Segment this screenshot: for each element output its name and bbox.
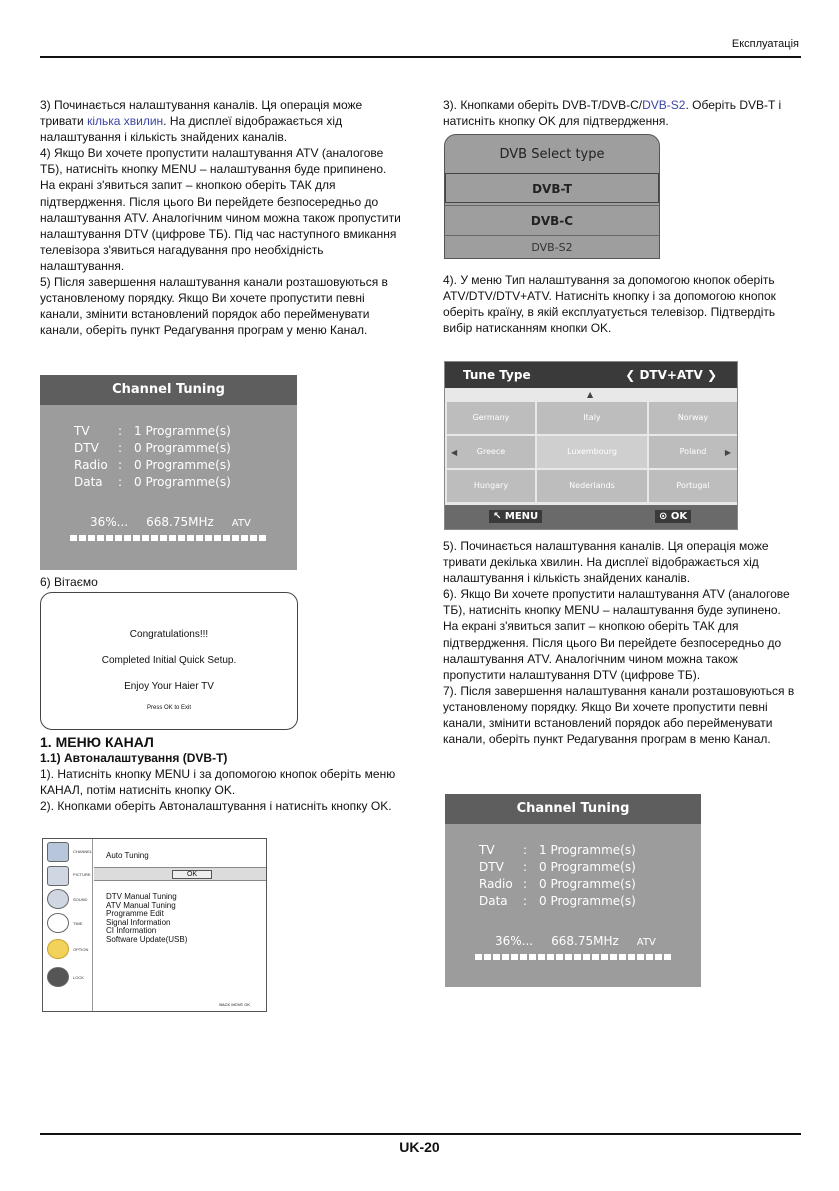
menu-item[interactable]: CI Information (106, 926, 157, 936)
country-cell[interactable]: Germany (447, 402, 535, 434)
country-cell[interactable]: Poland (649, 436, 737, 468)
right-paragraph-3: 3). Кнопками оберіть DVB-T/DVB-C/DVB-S2. Оберіть DVB-T і натисніть кнопку OK для підтвердження. (443, 98, 782, 129)
channel-icon (47, 842, 69, 862)
left-column-bottom (40, 734, 402, 814)
channel-tuning-title: Channel Tuning (40, 375, 297, 405)
right-paragraph-7: 7). Після завершення налаштування канали розташовуються в установленому порядку. Якщо Ви хочете пропустити певні канали, змінити встановлений порядок або перейменувати канали, оберіть пункт Редагування програм в меню Канал. (443, 683, 795, 747)
menu-sidebar (43, 839, 93, 1011)
congrats-line-4: Press OK to Exit (146, 705, 191, 711)
tuning-row-dtv: DTV : 0 Programme(s) (74, 441, 231, 455)
sidebar-label-time: TIME (73, 921, 83, 926)
congrats-line-2: Completed Initial Quick Setup. (101, 655, 237, 666)
tune-type-selector[interactable]: ❮ DTV+ATV ❯ (625, 368, 717, 382)
menu-item[interactable]: Programme Edit (106, 909, 164, 919)
right-paragraph-6: 6). Якщо Ви хочете пропустити налаштування ATV (аналогове ТБ), натисніть кнопку MENU – налаштування буде зупинено. На екрані з'явиться запит – кнопкою оберіть ТАК для підтвердження. Після цього Ви перейдете безпосередньо до налаштування ATV. Аналогічним чином можна також пропустити налаштування DTV (цифрове ТБ). (443, 587, 790, 682)
auto-tuning-menu (42, 838, 267, 1012)
sidebar-label-channel: CHANNEL (73, 849, 93, 854)
tuning-row-radio: Radio : 0 Programme(s) (479, 877, 636, 891)
auto-tuning-row (94, 867, 266, 881)
right-column-bottom (443, 538, 799, 747)
subsection-heading: 1.1) Автоналаштування (DVB-T) (40, 751, 228, 766)
tune-type-footer (445, 505, 737, 529)
auto-tuning-title: Auto Tuning (106, 851, 149, 860)
channel-tuning-title: Channel Tuning (445, 794, 701, 824)
country-cell[interactable]: Luxembourg (537, 436, 647, 468)
arrow-left-icon: ◀ (451, 448, 458, 457)
menu-footer-hints: BACK MOVE OK (219, 1002, 250, 1007)
header-rule (40, 56, 801, 58)
tune-type-screen (444, 361, 738, 530)
footer-rule (40, 1133, 801, 1135)
left-paragraph-6: 6) Вітаємо (40, 575, 98, 589)
sidebar-label-sound: SOUND (73, 897, 88, 902)
lock-icon (47, 967, 69, 987)
dvb-option-dvbs2[interactable]: DVB-S2 (445, 235, 659, 259)
country-cell[interactable]: Norway (649, 402, 737, 434)
section-heading: 1. МЕНЮ КАНАЛ (40, 734, 154, 750)
option-icon (47, 939, 69, 959)
channel-tuning-screen (40, 375, 297, 570)
arrow-up-icon: ▲ (587, 390, 594, 399)
tuning-row-tv: TV : 1 Programme(s) (479, 843, 636, 857)
progress-bar (475, 954, 671, 960)
tuning-menu-items (106, 893, 187, 945)
congrats-line-1: Congratulations!!! (129, 629, 209, 640)
menu-item[interactable]: Signal Information (106, 917, 171, 927)
left-paragraph-5: 5) Після завершення налаштування канали розташовуються в установленому порядку. Якщо Ви хочете пропустити певні канали, змінити встановлений порядок або перейменувати канали, оберіть пункт Редагування програм у меню Канал. (40, 275, 388, 338)
country-cell[interactable]: Italy (537, 402, 647, 434)
progress-bar (70, 535, 266, 541)
tune-type-bar (445, 362, 737, 388)
tuning-progress: 36%... 668.75MHz ATV (495, 934, 656, 948)
dvb-option-dvbc[interactable]: DVB-C (445, 205, 659, 235)
congrats-line-3: Enjoy Your Haier TV (124, 681, 214, 692)
arrow-right-icon: ▶ (724, 448, 731, 457)
country-cell[interactable]: Hungary (447, 470, 535, 502)
left-paragraph-4: 4) Якщо Ви хочете пропустити налаштування ATV (аналогове ТБ), натисніть кнопку MENU – налаштування буде припинено. На екрані з'явиться запит – кнопкою оберіть ТАК для підтвердження. Після цього Ви перейдете безпосередньо до налаштування ATV. Аналогічним чином можна також пропустити налаштування DTV (цифрове ТБ). Під час наступного вмикання телевізора з'явиться нагадування про необхідність налаштування. (40, 146, 401, 273)
tuning-row-data: Data : 0 Programme(s) (74, 475, 231, 489)
country-cell[interactable]: Greece (447, 436, 535, 468)
ok-button[interactable]: OK (172, 870, 212, 879)
sidebar-label-picture: PICTURE (73, 872, 91, 877)
sound-icon (47, 889, 69, 909)
section-header: Експлуатація (731, 38, 799, 50)
menu-item[interactable]: ATV Manual Tuning (106, 900, 176, 910)
menu-item[interactable]: Software Update(USB) (106, 934, 188, 944)
page-number: UK-20 (399, 1139, 440, 1155)
congratulations-dialog (40, 592, 298, 730)
right-paragraph-5: 5). Починається налаштування каналів. Ця операція може тривати декілька хвилин. На дисплеї відображається хід налаштування і кількість знайдених каналів. (443, 539, 769, 586)
tuning-row-radio: Radio : 0 Programme(s) (74, 458, 231, 472)
channel-tuning-screen (445, 794, 701, 987)
clock-icon (47, 913, 69, 933)
left-step-1: 1). Натисніть кнопку MENU і за допомогою кнопок оберіть меню КАНАЛ, потім натисніть кнопку OK. (40, 767, 396, 798)
tuning-row-dtv: DTV : 0 Programme(s) (479, 860, 636, 874)
country-cell[interactable]: Portugal (649, 470, 737, 502)
ok-button[interactable]: ⊙ OK (655, 510, 691, 523)
menu-item[interactable]: DTV Manual Tuning (106, 892, 177, 901)
tune-type-label: Tune Type (463, 368, 531, 382)
highlight-text: кілька хвилин (87, 114, 164, 129)
sidebar-label-option: OPTION (73, 947, 89, 952)
picture-icon (47, 866, 69, 886)
tuning-progress: 36%... 668.75MHz ATV (90, 515, 251, 529)
dvb-title: DVB Select type (499, 147, 605, 162)
left-paragraph-3: 3) Починається налаштування каналів. Ця операція може тривати кілька хвилин. На дисплеї відображається хід налаштування і кількість знайдених каналів. (40, 98, 363, 145)
sidebar-label-lock: LOCK (73, 975, 84, 980)
tuning-row-data: Data : 0 Programme(s) (479, 894, 636, 908)
dvb-select-screen (444, 134, 660, 259)
tuning-row-tv: TV : 1 Programme(s) (74, 424, 231, 438)
menu-button[interactable]: ↖ MENU (489, 510, 542, 523)
right-paragraph-4: 4). У меню Тип налаштування за допомогою кнопок оберіть ATV/DTV/DTV+ATV. Натисніть кнопку і за допомогою кнопок оберіть країну, в якій експлуатується телевізор. Підтвердіть вибір натисканням кнопки OK. (443, 273, 776, 336)
country-cell[interactable]: Nederlands (537, 470, 647, 502)
left-column-top (40, 97, 402, 338)
dvb-option-dvbt[interactable]: DVB-T (445, 173, 659, 203)
left-step-2: 2). Кнопками оберіть Автоналаштування і натисніть кнопку OK. (40, 799, 392, 814)
highlight-text: DVB-S2 (642, 98, 686, 112)
